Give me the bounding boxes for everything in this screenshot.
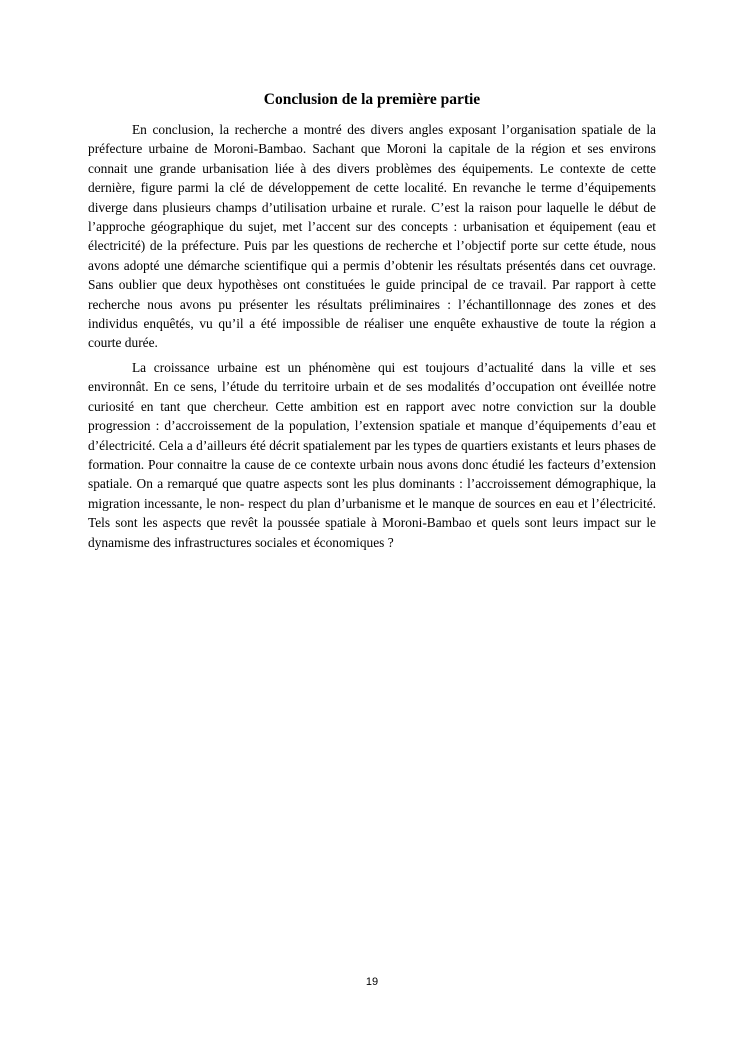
paragraph-1: En conclusion, la recherche a montré des divers angles exposant l’organisation spatiale de la préfecture urbaine de Moroni-Bambao. Sachant que Moroni la capitale de la région et ses environs connait une grande urbanisation liée à des divers problèmes des équipements. Le contexte de cette dernière, figure parmi la clé de développement de cette localité. En revanche le terme d’équipements diverge dans plusieurs champs d’utilisation urbaine et rurale. C’est la raison pour laquelle le début de l’approche géographique du sujet, met l’accent sur des concepts : urbanisation et équipement (eau et électricité) de la préfecture. Puis par les questions de recherche et l’objectif porte sur cette étude, nous avons adopté une démarche scientifique qui a permis d’obtenir les résultats présentés dans cet ouvrage. Sans oublier que deux hypothèses ont constituées le guide principal de ce travail. Par rapport à cette recherche nous avons pu présenter les résultats préliminaires : l’échantillonnage des zones et des individus enquêtés, vu qu’il a été impossible de réaliser une enquête exhaustive de toute la région a courte durée. (88, 122, 656, 351)
page-number: 19 (365, 976, 379, 988)
section-title: Conclusion de la première partie (263, 91, 481, 108)
body-text (88, 120, 656, 557)
paragraph-2: La croissance urbaine est un phénomène qui est toujours d’actualité dans la ville et ses environnât. En ce sens, l’étude du territoire urbain et de ses modalités d’occupation ont éveillée notre curiosité en tant que chercheur. Cette ambition est en rapport avec notre conviction sur la double progression : d’accroissement de la population, l’extension spatiale et manque d’équipements d’eau et d’électricité. Cela a d’ailleurs été décrit spatialement par les types de quartiers existants et leurs phases de formation. Pour connaitre la cause de ce contexte urbain nous avons donc étudié les facteurs d’extension spatiale. On a remarqué que quatre aspects sont les plus dominants : l’accroissement démographique, la migration incessante, le non- respect du plan d’urbanisme et le manque de sources en eau et l’électricité. Tels sont les aspects que revêt la poussée spatiale à Moroni-Bambao et quels sont leurs impact sur le dynamisme des infrastructures sociales et économiques ? (88, 359, 656, 550)
